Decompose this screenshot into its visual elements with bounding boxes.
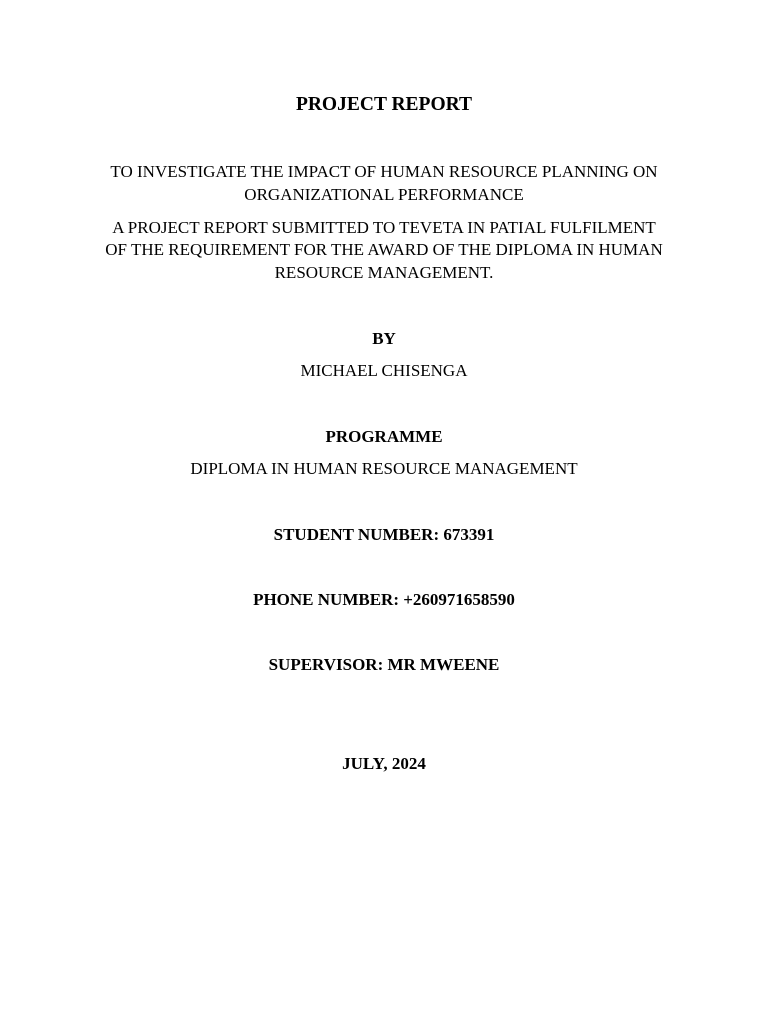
student-number: STUDENT NUMBER: 673391 xyxy=(273,525,495,544)
report-date: JULY, 2024 xyxy=(342,754,426,773)
phone-number: PHONE NUMBER: +260971658590 xyxy=(253,590,515,609)
topic-line-1: TO INVESTIGATE THE IMPACT OF HUMAN RESOURCE PLANNING ON xyxy=(110,162,658,181)
supervisor: SUPERVISOR: MR MWEENE xyxy=(268,655,500,674)
programme-name: DIPLOMA IN HUMAN RESOURCE MANAGEMENT xyxy=(190,459,578,478)
programme-label: PROGRAMME xyxy=(325,427,443,446)
by-label: BY xyxy=(372,329,396,348)
topic-line-2: ORGANIZATIONAL PERFORMANCE xyxy=(244,185,524,204)
submission-line-1: A PROJECT REPORT SUBMITTED TO TEVETA IN PATIAL FULFILMENT xyxy=(112,218,656,237)
submission-line-2: OF THE REQUIREMENT FOR THE AWARD OF THE DIPLOMA IN HUMAN xyxy=(105,240,663,259)
submission-line-3: RESOURCE MANAGEMENT. xyxy=(274,263,494,282)
author-name: MICHAEL CHISENGA xyxy=(300,361,468,380)
report-title: PROJECT REPORT xyxy=(295,94,473,115)
